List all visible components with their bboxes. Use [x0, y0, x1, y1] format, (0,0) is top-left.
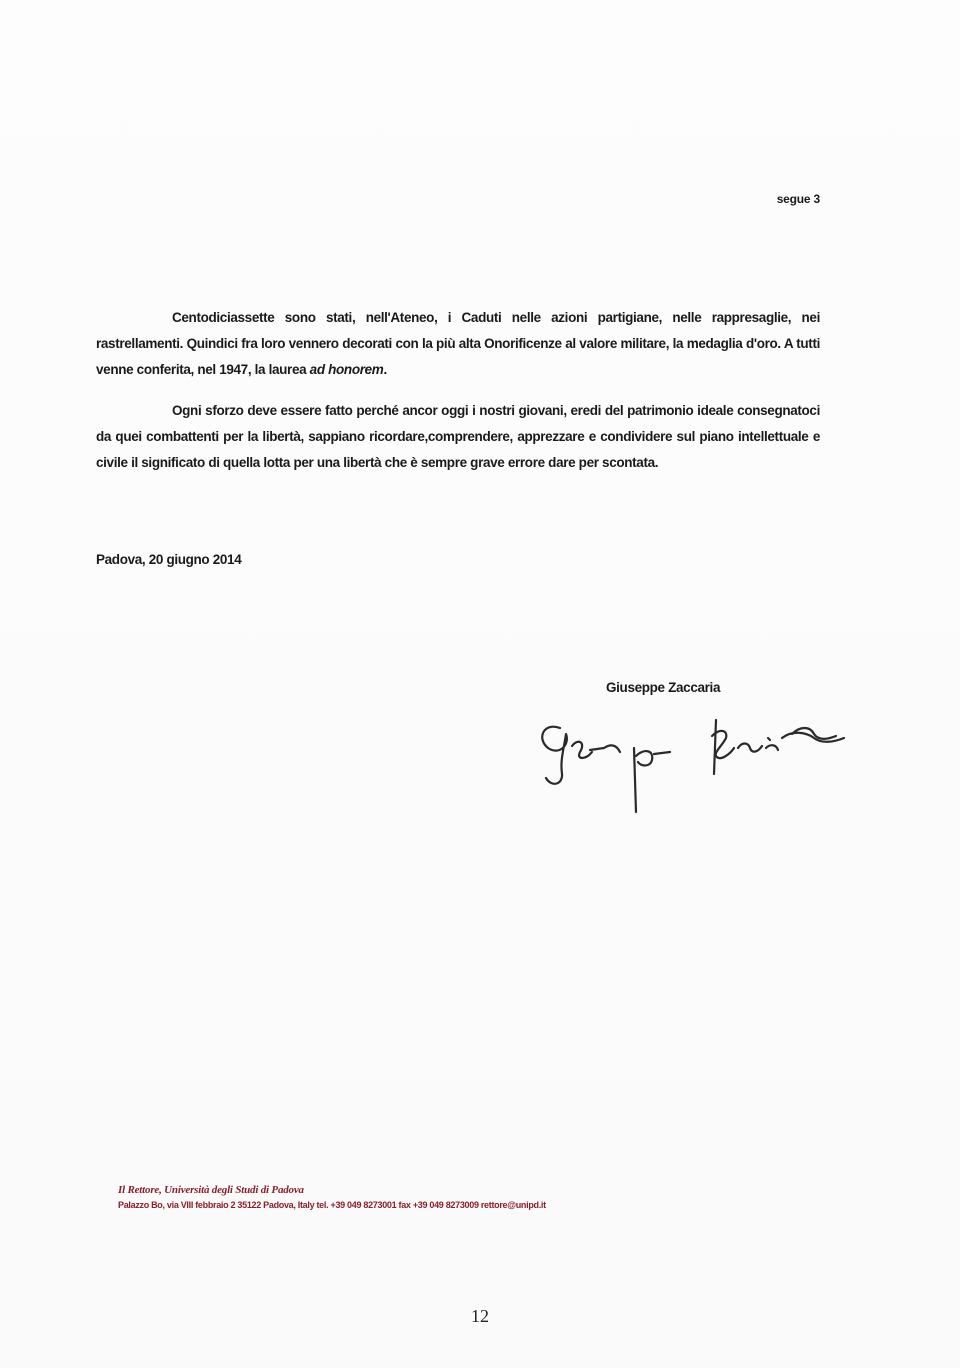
place-date: Padova, 20 giugno 2014 [96, 552, 242, 567]
paragraph-1-italic: ad honorem [309, 362, 384, 377]
signatory-name: Giuseppe Zaccaria [606, 680, 721, 695]
footer-address-line: Palazzo Bo, via VIII febbraio 2 35122 Padova, Italy tel. +39 049 8273001 fax +39 049 8273009 rettore@unipd.it [118, 1200, 546, 1210]
continuation-marker: segue 3 [776, 192, 820, 206]
paragraph-1-end: . [383, 362, 387, 377]
body-paragraph-2: Ogni sforzo deve essere fatto perché ancor oggi i nostri giovani, eredi del patrimonio ideale consegnatoci da quei combattenti per la libertà, sappiano ricordare,comprendere, apprezzare e condividere sul piano intellettuale e civile il significato di quella lotta per una libertà che è sempre grave errore dare per scontata. [96, 403, 820, 470]
footer-rector-line: Il Rettore, Università degli Studi di Padova [118, 1184, 304, 1196]
handwritten-signature [530, 708, 860, 818]
paragraph-1-text: Centodiciassette sono stati, nell'Ateneo, i Caduti nelle azioni partigiane, nelle rappresaglie, nei rastrellamenti. Quindici fra loro vennero decorati con la più alta Onorificenze al valore militare, la medaglia d'oro. A tutti venne conferita, nel 1947, la laurea [96, 310, 820, 377]
body-paragraph-1 [96, 305, 820, 383]
page-number: 12 [471, 1306, 489, 1326]
